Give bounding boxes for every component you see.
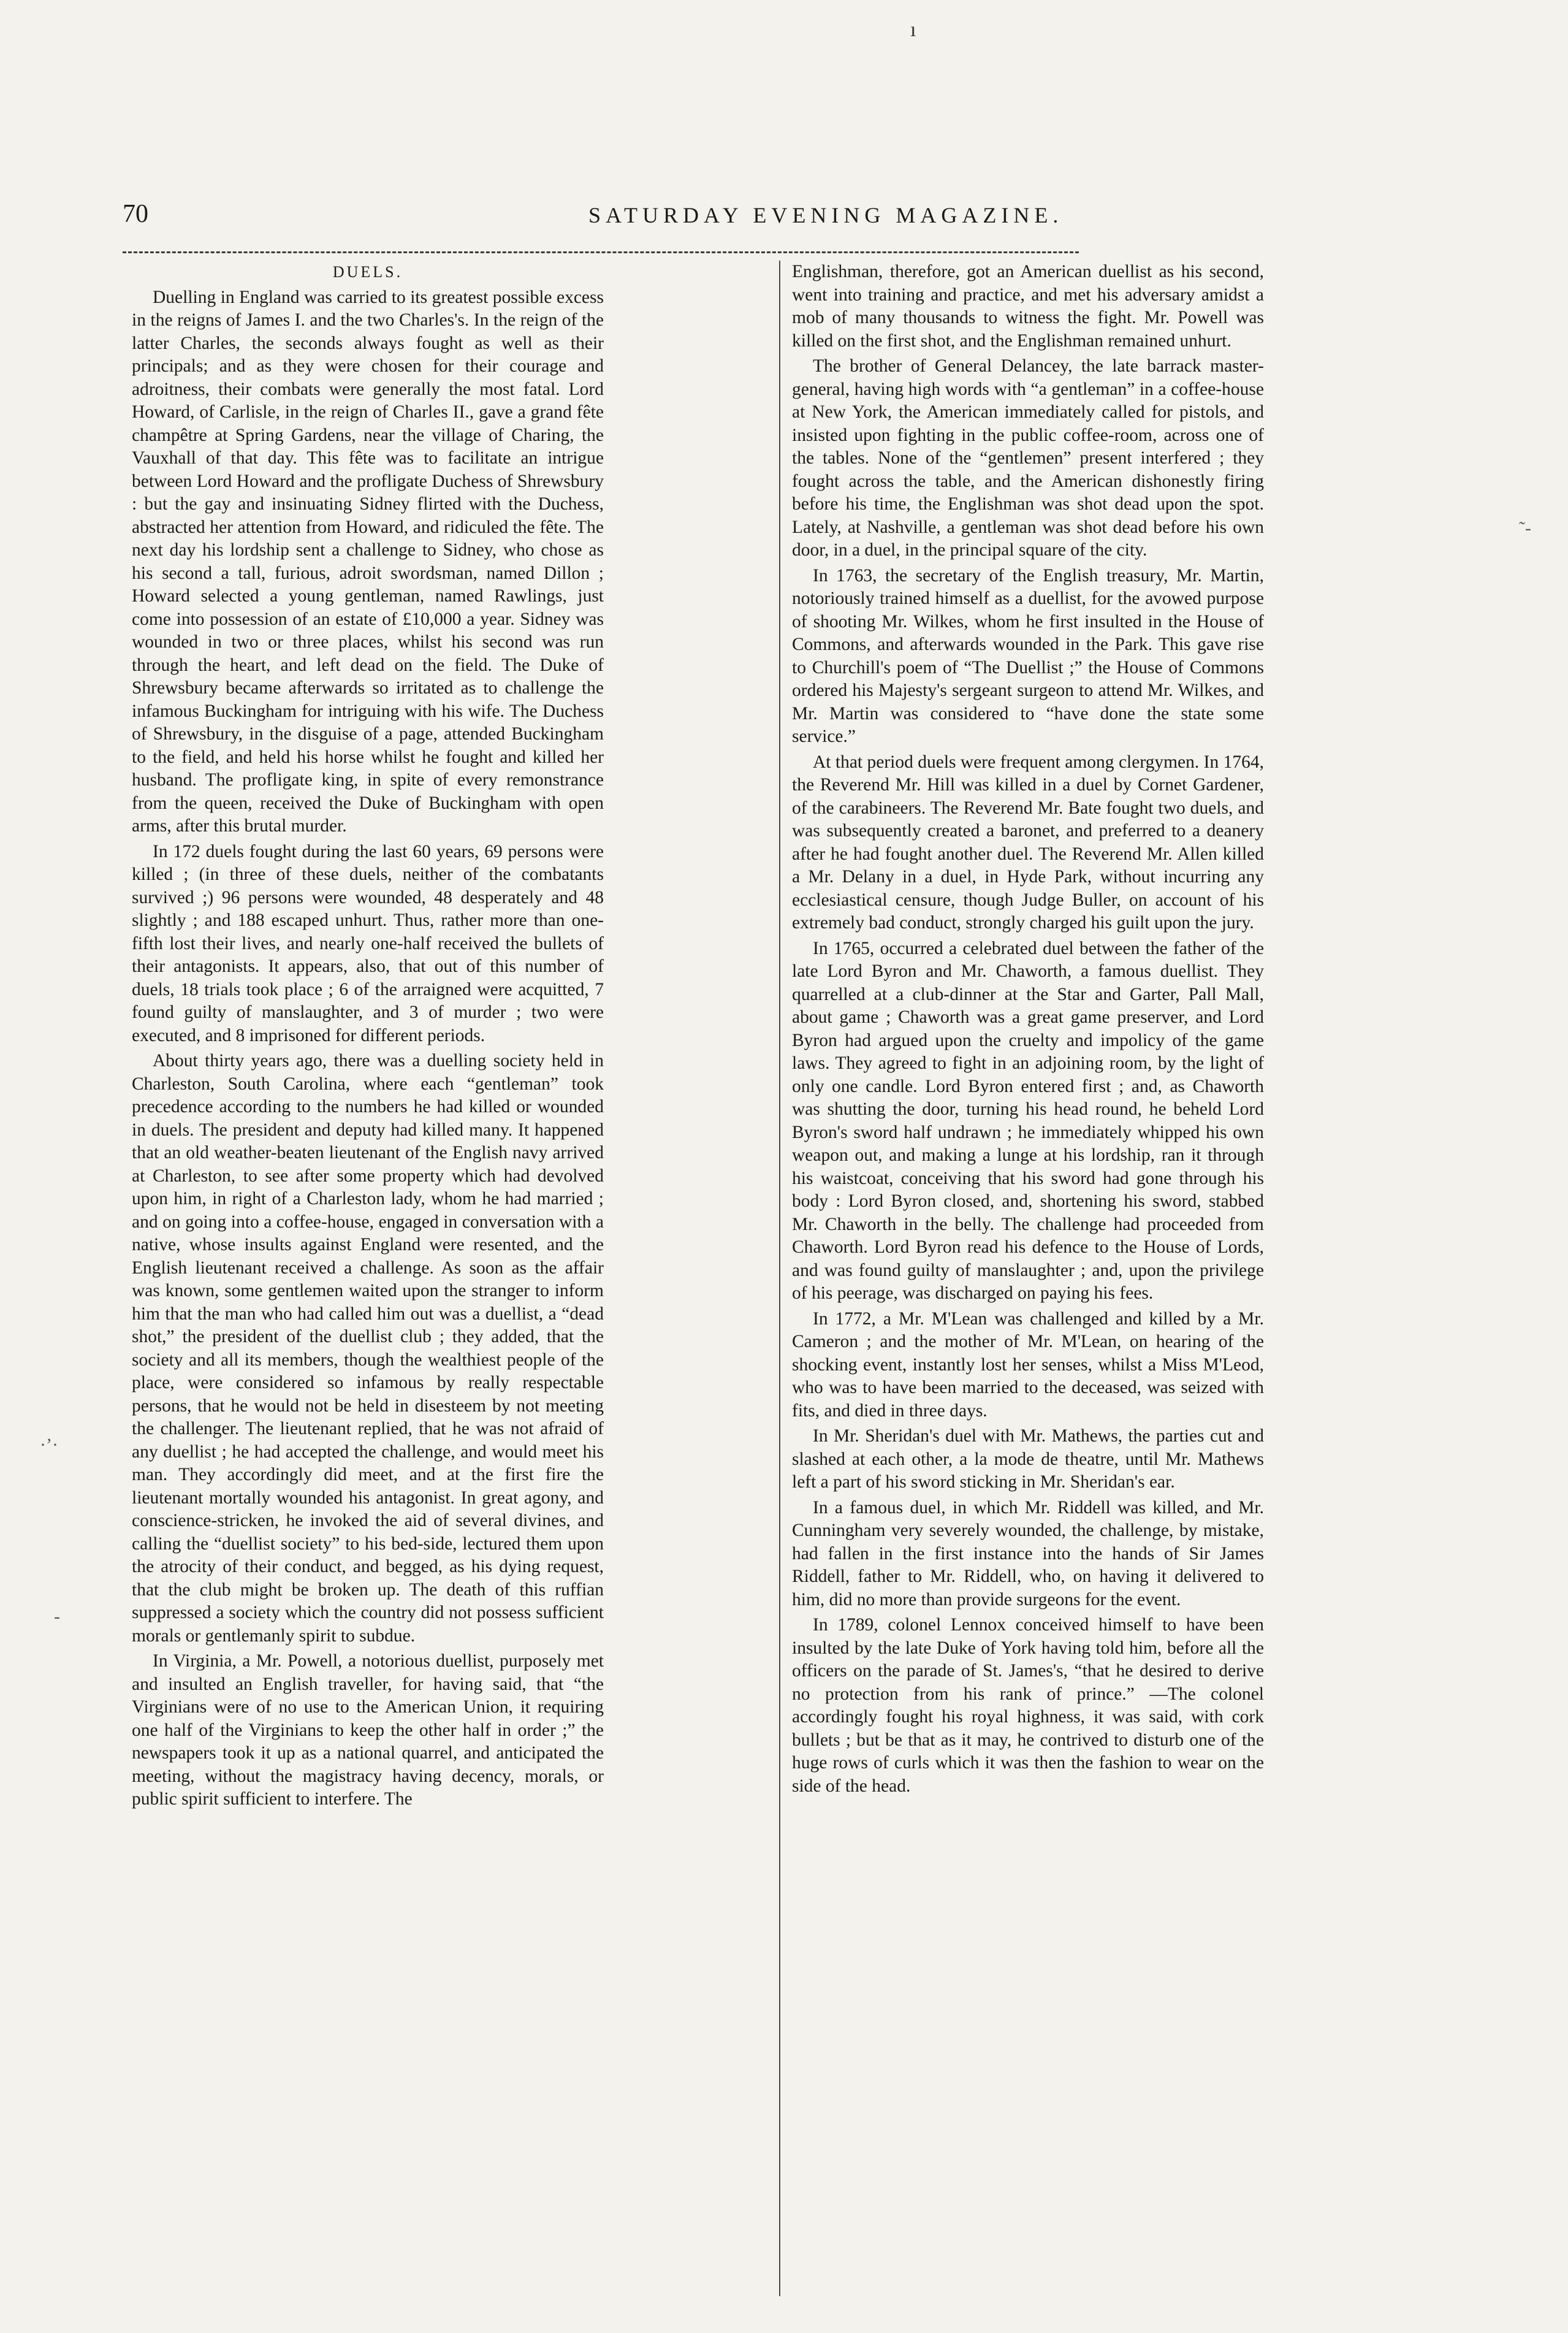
- paragraph: The brother of General Delancey, the late barrack master-general, having high words with “a gentleman” in a coffee-house at New York, the American immediately called for pistols, and insisted upon fighting in the public coffee-room, across one of the tables. None of the “gentlemen” present interfered ; they fought across the table, and the American dishonestly firing before his time, the Englishman was shot dead upon the spot. Lately, at Nashville, a gentleman was shot dead before his own door, in a duel, in the principal square of the city.: [792, 356, 1264, 560]
- paragraph: In Mr. Sheridan's duel with Mr. Mathews, the parties cut and slashed at each other, a la mode de theatre, until Mr. Mathews left a part of his sword sticking in Mr. Sheridan's ear.: [792, 1426, 1264, 1492]
- column-divider: [779, 261, 780, 2296]
- paragraph: Duelling in England was carried to its greatest possible excess in the reigns of James I. and the two Charles's. In the reign of the latter Charles, the seconds always fought as well as their principals; and as they were chosen for their courage and adroitness, their combats were generally the most fatal. Lord Howard, of Carlisle, in the reign of Charles II., gave a grand fête champêtre at Spring Gardens, near the village of Charing, the Vauxhall of that day. This fête was to facilitate an intrigue between Lord Howard and the profligate Duchess of Shrewsbury : but the gay and insinuating Sidney flirted with the Duchess, abstracted her attention from Howard, and ridiculed the fête. The next day his lordship sent a challenge to Sidney, who chose as his second a tall, furious, adroit swordsman, named Dillon ; Howard selected a young gentleman, named Rawlings, just come into possession of an estate of £10,000 a year. Sidney was wounded in two or three places, whilst his second was run through the heart, and left dead on the field. The Duke of Shrewsbury became afterwards so irritated as to challenge the infamous Buckingham for intriguing with his wife. The Duchess of Shrewsbury, in the disguise of a page, attended Buckingham to the field, and held his horse whilst he fought and killed her husband. The profligate king, in spite of every remonstrance from the queen, received the Duke of Buckingham with open arms, after this brutal murder.: [132, 287, 604, 836]
- paragraph: In a famous duel, in which Mr. Riddell was killed, and Mr. Cunningham very severely wounded, the challenge, by mistake, had fallen in the first instance into the hands of Sir James Riddell, father to Mr. Riddell, who, on having it delivered to him, did no more than provide surgeons for the event.: [792, 1497, 1264, 1609]
- margin-mark: ˜‐: [1519, 518, 1531, 538]
- stray-ink-mark: ı: [910, 18, 916, 41]
- paragraph: In 1789, colonel Lennox conceived himself to have been insulted by the late Duke of York having told him, before all the officers on the parade of St. James's, “that he desired to derive no protection from his rank of prince.” —The colonel accordingly fought his royal highness, it was said, with cork bullets ; but be that as it may, he contrived to disturb one of the huge rows of curls which it was then the fashion to wear on the side of the head.: [792, 1615, 1264, 1796]
- paragraph: At that period duels were frequent among clergymen. In 1764, the Reverend Mr. Hill was killed in a duel by Cornet Gardener, of the carabineers. The Reverend Mr. Bate fought two duels, and was subsequently created a baronet, and preferred to a deanery after he had fought another duel. The Reverend Mr. Allen killed a Mr. Delany in a duel, in Hyde Park, without incurring any ecclesiastical censure, though Judge Buller, on account of his extremely bad conduct, strongly charged his guilt upon the jury.: [792, 752, 1264, 933]
- paragraph: About thirty years ago, there was a duelling society held in Charleston, South Carolina, where each “gentleman” took precedence according to the numbers he had killed or wounded in duels. The president and deputy had killed many. It happened that an old weather-beaten lieutenant of the English navy arrived at Charleston, to see after some property which had devolved upon him, in right of a Charleston lady, whom he had married ; and on going into a coffee-house, engaged in conversation with a native, whose insults against England were resented, and the English lieutenant received a challenge. As soon as the affair was known, some gentlemen waited upon the stranger to inform him that the man who had called him out was a duellist, a “dead shot,” the president of the duellist club ; they added, that the society and all its members, though the wealthiest people of the place, were considered so infamous by really respectable persons, that he would not be held in disesteem by not meeting the challenger. The lieutenant replied, that he was not afraid of any duellist ; he had accepted the challenge, and would meet his man. They accordingly did meet, and at the first fire the lieutenant mortally wounded his antagonist. In great agony, and conscience-stricken, he invoked the aid of several divines, and calling the “duellist society” to his bed-side, lectured them upon the atrocity of their conduct, and begged, as his dying request, that the club might be broken up. The death of this ruffian suppressed a society which the country did not possess sufficient morals or gentlemanly spirit to subdue.: [132, 1051, 604, 1646]
- article-title: DUELS.: [332, 263, 403, 281]
- paragraph: Englishman, therefore, got an American duellist as his second, went into training and practice, and met his adversary amidst a mob of many thousands to witness the fight. Mr. Powell was killed on the first shot, and the Englishman remained unhurt.: [792, 262, 1264, 351]
- right-column: [792, 261, 1264, 1800]
- paragraph: In 1763, the secretary of the English treasury, Mr. Martin, notoriously trained himself as a duellist, for the avowed purpose of shooting Mr. Wilkes, whom he first insulted in the House of Commons, and afterwards wounded in the Park. This gave rise to Churchill's poem of “The Duellist ;” the House of Commons ordered his Majesty's sergeant surgeon to attend Mr. Wilkes, and Mr. Martin was considered to “have done the state some service.”: [792, 565, 1264, 746]
- left-column: [132, 261, 604, 1814]
- paragraph: In 1765, occurred a celebrated duel between the father of the late Lord Byron and Mr. Chaworth, a famous duellist. They quarrelled at a club-dinner at the Star and Garter, Pall Mall, about game ; Chaworth was a great game preserver, and Lord Byron had argued upon the cruelty and impolicy of the game laws. They agreed to fight in an adjoining room, by the light of only one candle. Lord Byron entered first ; and, as Chaworth was shutting the door, turning his head round, he beheld Lord Byron's sword half undrawn ; he immediately whipped his own weapon out, and making a lunge at his lordship, ran it through his waistcoat, conceiving that his sword had gone through his body : Lord Byron closed, and, shortening his sword, stabbed Mr. Chaworth in the belly. The challenge had proceeded from Chaworth. Lord Byron read his defence to the House of Lords, and was found guilty of manslaughter ; and, upon the privilege of his peerage, was discharged on paying his fees.: [792, 938, 1264, 1303]
- page-number: 70: [123, 200, 148, 228]
- margin-mark: ·’·: [40, 1435, 58, 1455]
- running-head: SATURDAY EVENING MAGAZINE.: [588, 203, 1064, 227]
- header-rule: [123, 251, 1079, 253]
- margin-mark: -: [54, 1606, 60, 1627]
- paragraph: In Virginia, a Mr. Powell, a notorious duellist, purposely met and insulted an English traveller, for having said, that “the Virginians were of no use to the American Union, it requiring one half of the Virginians to keep the other half in order ;” the newspapers took it up as a national quarrel, and anticipated the meeting, without the magistracy having decency, morals, or public spirit sufficient to interfere. The: [132, 1651, 604, 1809]
- paragraph: In 1772, a Mr. M'Lean was challenged and killed by a Mr. Cameron ; and the mother of Mr. M'Lean, on hearing of the shocking event, instantly lost her senses, whilst a Miss M'Leod, who was to have been married to the deceased, was seized with fits, and died in three days.: [792, 1308, 1264, 1421]
- paragraph: In 172 duels fought during the last 60 years, 69 persons were killed ; (in three of these duels, neither of the combatants survived ;) 96 persons were wounded, 48 desperately and 48 slightly ; and 188 escaped unhurt. Thus, rather more than one-fifth lost their lives, and nearly one-half received the bullets of their antagonists. It appears, also, that out of this number of duels, 18 trials took place ; 6 of the arraigned were acquitted, 7 found guilty of manslaughter, and 3 of murder ; two were executed, and 8 imprisoned for different periods.: [132, 841, 604, 1045]
- page-header: [123, 199, 1079, 242]
